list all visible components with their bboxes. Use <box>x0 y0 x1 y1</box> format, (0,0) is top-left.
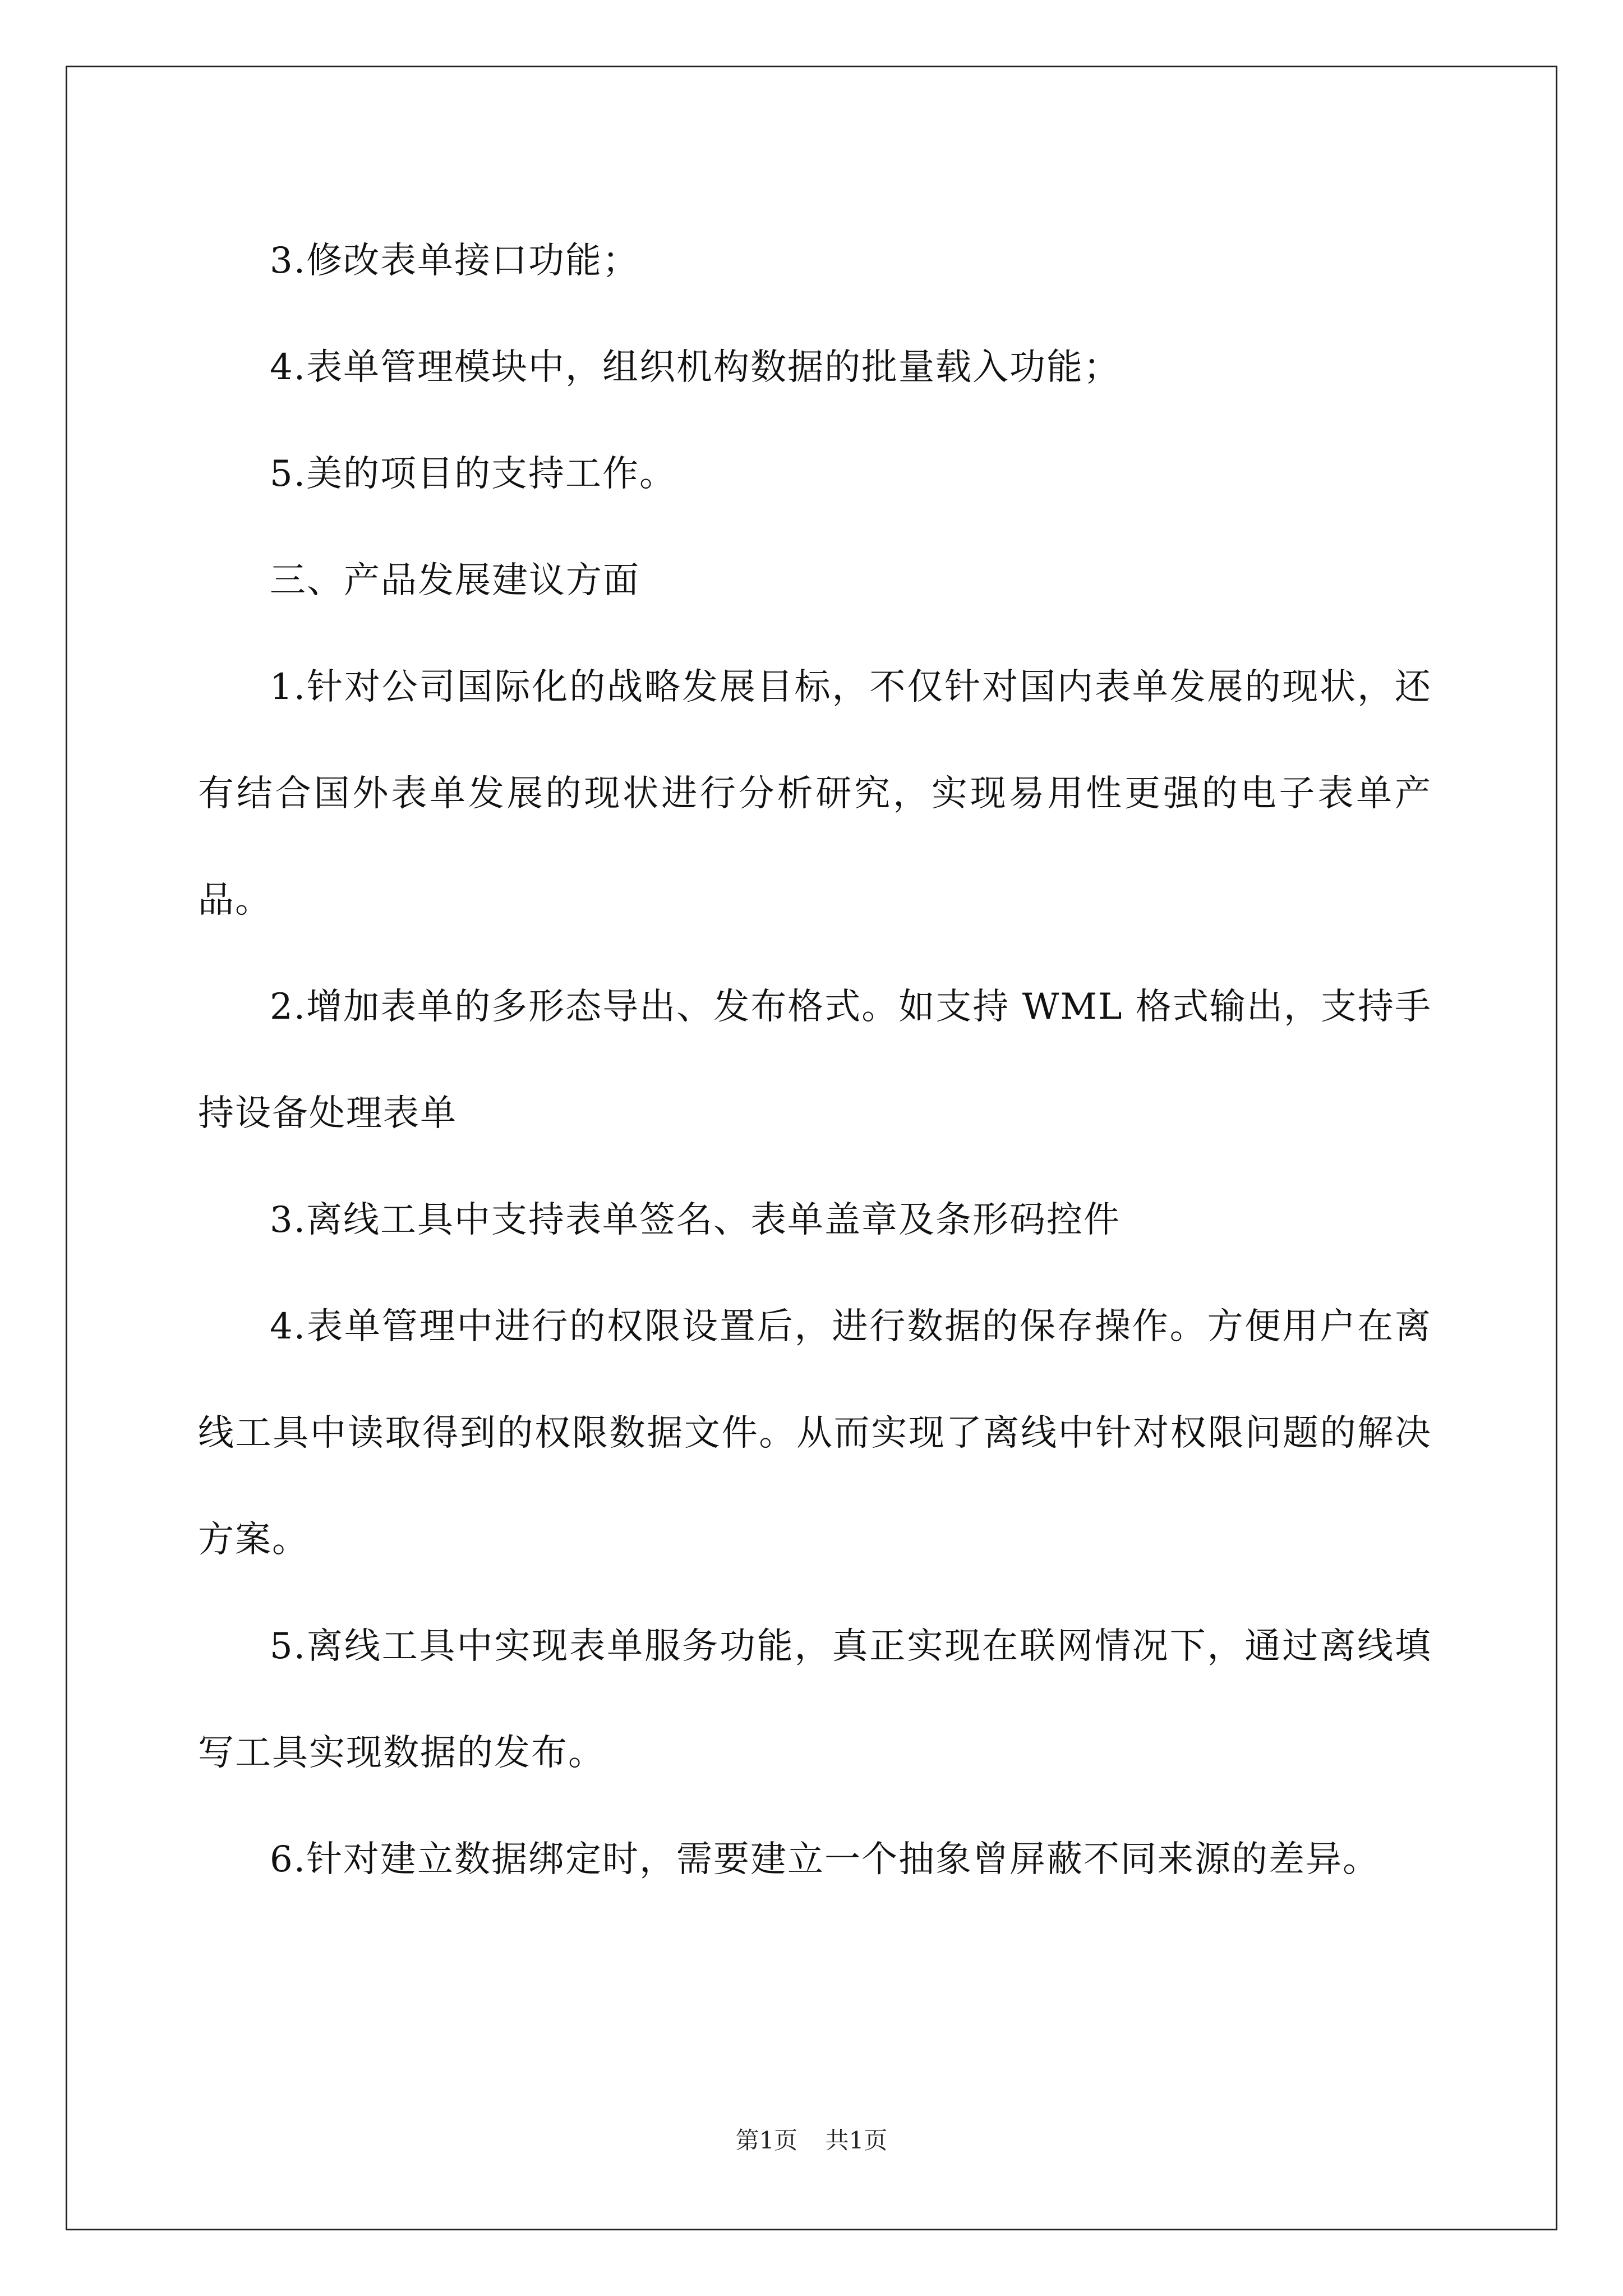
paragraph: 6.针对建立数据绑定时，需要建立一个抽象曾屏蔽不同来源的差异。 <box>270 1839 1380 1880</box>
document-body <box>198 208 1432 1913</box>
paragraph: 4.表单管理中进行的权限设置后，进行数据的保存操作。方便用户在离线工具中读取得到的权限数据文件。从而实现了离线中针对权限问题的解决方案。 <box>198 1306 1432 1561</box>
paragraph: 4.表单管理模块中，组织机构数据的批量载入功能； <box>270 347 1121 388</box>
paragraph: 5.离线工具中实现表单服务功能，真正实现在联网情况下，通过离线填写工具实现数据的发布。 <box>198 1626 1432 1774</box>
paragraph: 2.增加表单的多形态导出、发布格式。如支持 WML 格式输出，支持手持设备处理表单 <box>198 986 1432 1134</box>
page-number: 第1页 <box>735 2127 798 2154</box>
paragraph: 1.针对公司国际化的战略发展目标，不仅针对国内表单发展的现状，还有结合国外表单发展的现状进行分析研究，实现易用性更强的电子表单产品。 <box>198 666 1432 921</box>
page-footer <box>0 2122 1623 2156</box>
paragraph: 5.美的项目的支持工作。 <box>270 453 677 495</box>
section-heading: 三、产品发展建议方面 <box>270 560 640 601</box>
paragraph: 3.离线工具中支持表单签名、表单盖章及条形码控件 <box>270 1199 1121 1241</box>
paragraph: 3.修改表单接口功能； <box>270 240 640 282</box>
page-total: 共1页 <box>825 2127 888 2154</box>
